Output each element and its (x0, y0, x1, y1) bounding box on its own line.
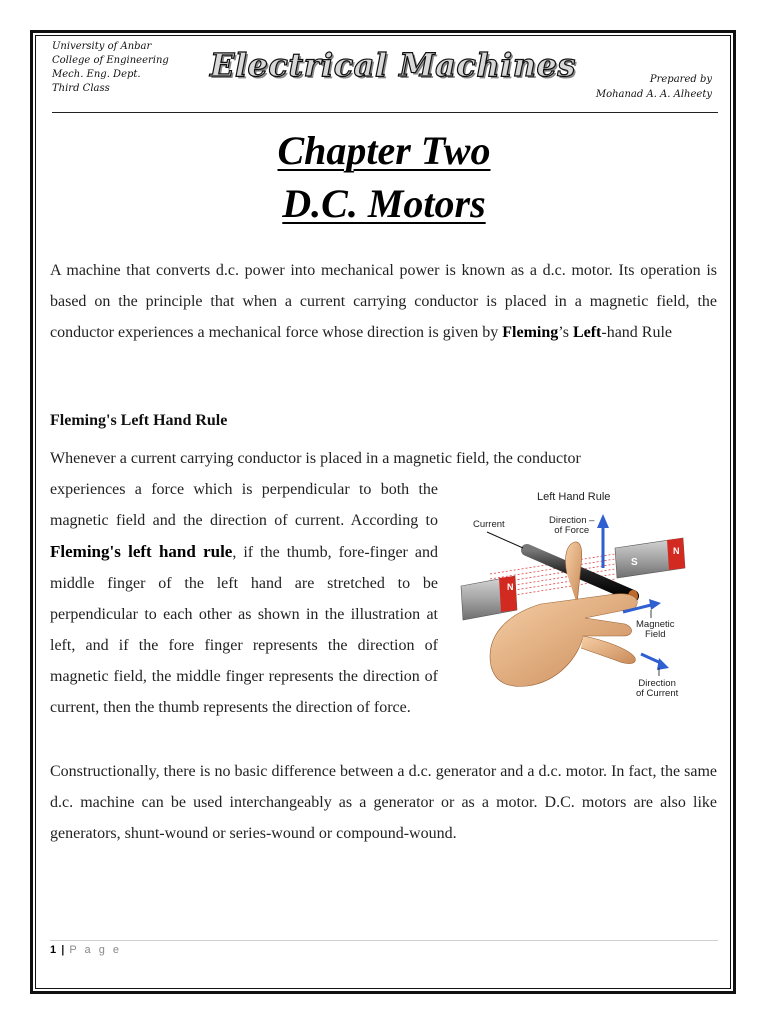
pole-s-back: S (631, 557, 638, 568)
header-author-name: Mohanad A. A. Alheety (595, 89, 712, 100)
chapter-subtitle (0, 180, 768, 228)
header-prepared-by: Prepared by (649, 74, 712, 85)
label-dcurrent-line2: of Current (636, 688, 679, 699)
chapter-title (0, 127, 768, 175)
left-hand-rule-figure (455, 486, 720, 710)
header-divider (52, 112, 718, 113)
label-direction-current (636, 679, 678, 699)
footer-separator: | (61, 944, 66, 956)
label-force-line1: Direction – (549, 515, 595, 526)
header-class: Third Class (52, 83, 110, 94)
pole-n-back: N (673, 546, 680, 556)
rule-text-a: experiences a force which is perpendicular to both the magnetic field and the direction of current. According to (50, 481, 438, 529)
page-number: 1 (50, 944, 58, 956)
header-author (596, 72, 712, 102)
intro-paragraph (50, 255, 717, 348)
chapter-subtitle-text: D.C. Motors (282, 181, 486, 226)
intro-left: Left (572, 324, 602, 341)
footer-divider (50, 940, 718, 941)
figure-title: Left Hand Rule (537, 491, 611, 503)
force-arrow (597, 514, 609, 568)
intro-apostrophe: ’s (558, 324, 573, 341)
pole-s-front: S (471, 617, 479, 629)
rule-text-b: , if the thumb, fore-finger and middle finger of the left hand are stretched to be perpendicular to each other as shown in the illustration at left, and if the fore finger represents the direction of magnetic field, the middle finger represents the direction of current, then the thumb represents the direction of force. (50, 544, 438, 716)
header-title: Electrical Machines (210, 46, 576, 84)
header-institution (52, 40, 169, 96)
label-field-line2: Field (644, 629, 666, 640)
chapter-title-text: Chapter Two (277, 128, 491, 173)
construction-paragraph: Constructionally, there is no basic difference between a d.c. generator and a d.c. motor. In fact, the same d.c. machine can be used interchangeably as a generator or as a motor. D.C. motors are also like generators, shunt-wound or series-wound or compound-wound. (50, 763, 717, 842)
label-current: Current (473, 519, 505, 530)
rule-name: Fleming's left hand rule (50, 542, 233, 561)
section-heading: Fleming's Left Hand Rule (50, 412, 228, 429)
header-department: Mech. Eng. Dept. (52, 69, 141, 80)
rule-paragraph (50, 474, 438, 723)
current-arrow (641, 654, 669, 670)
intro-text: A machine that converts d.c. power into mechanical power is known as a d.c. motor. Its operation is based on the principle that when a current carrying conductor is placed in a magnetic field, the conductor experiences a mechanical force whose direction is given by (50, 262, 717, 341)
label-force-line2: of Force (554, 525, 590, 536)
intro-fleming: Fleming (502, 324, 559, 341)
label-field-line1: Magnetic (636, 619, 675, 630)
magnet-back (615, 538, 685, 578)
header-university: University of Anbar (52, 41, 152, 52)
label-field (636, 620, 675, 640)
header-college: College of Engineering (52, 55, 169, 66)
page-footer (50, 944, 122, 956)
pole-n-front: N (507, 582, 514, 592)
intro-tail: -hand Rule (601, 324, 673, 341)
label-dcurrent-line1: Direction (638, 678, 676, 689)
rule-paragraph-line1: Whenever a current carrying conductor is placed in a magnetic field, the conductor (50, 450, 581, 467)
current-pointer (487, 532, 523, 548)
page-word: P a g e (69, 944, 122, 956)
label-force (549, 516, 594, 536)
